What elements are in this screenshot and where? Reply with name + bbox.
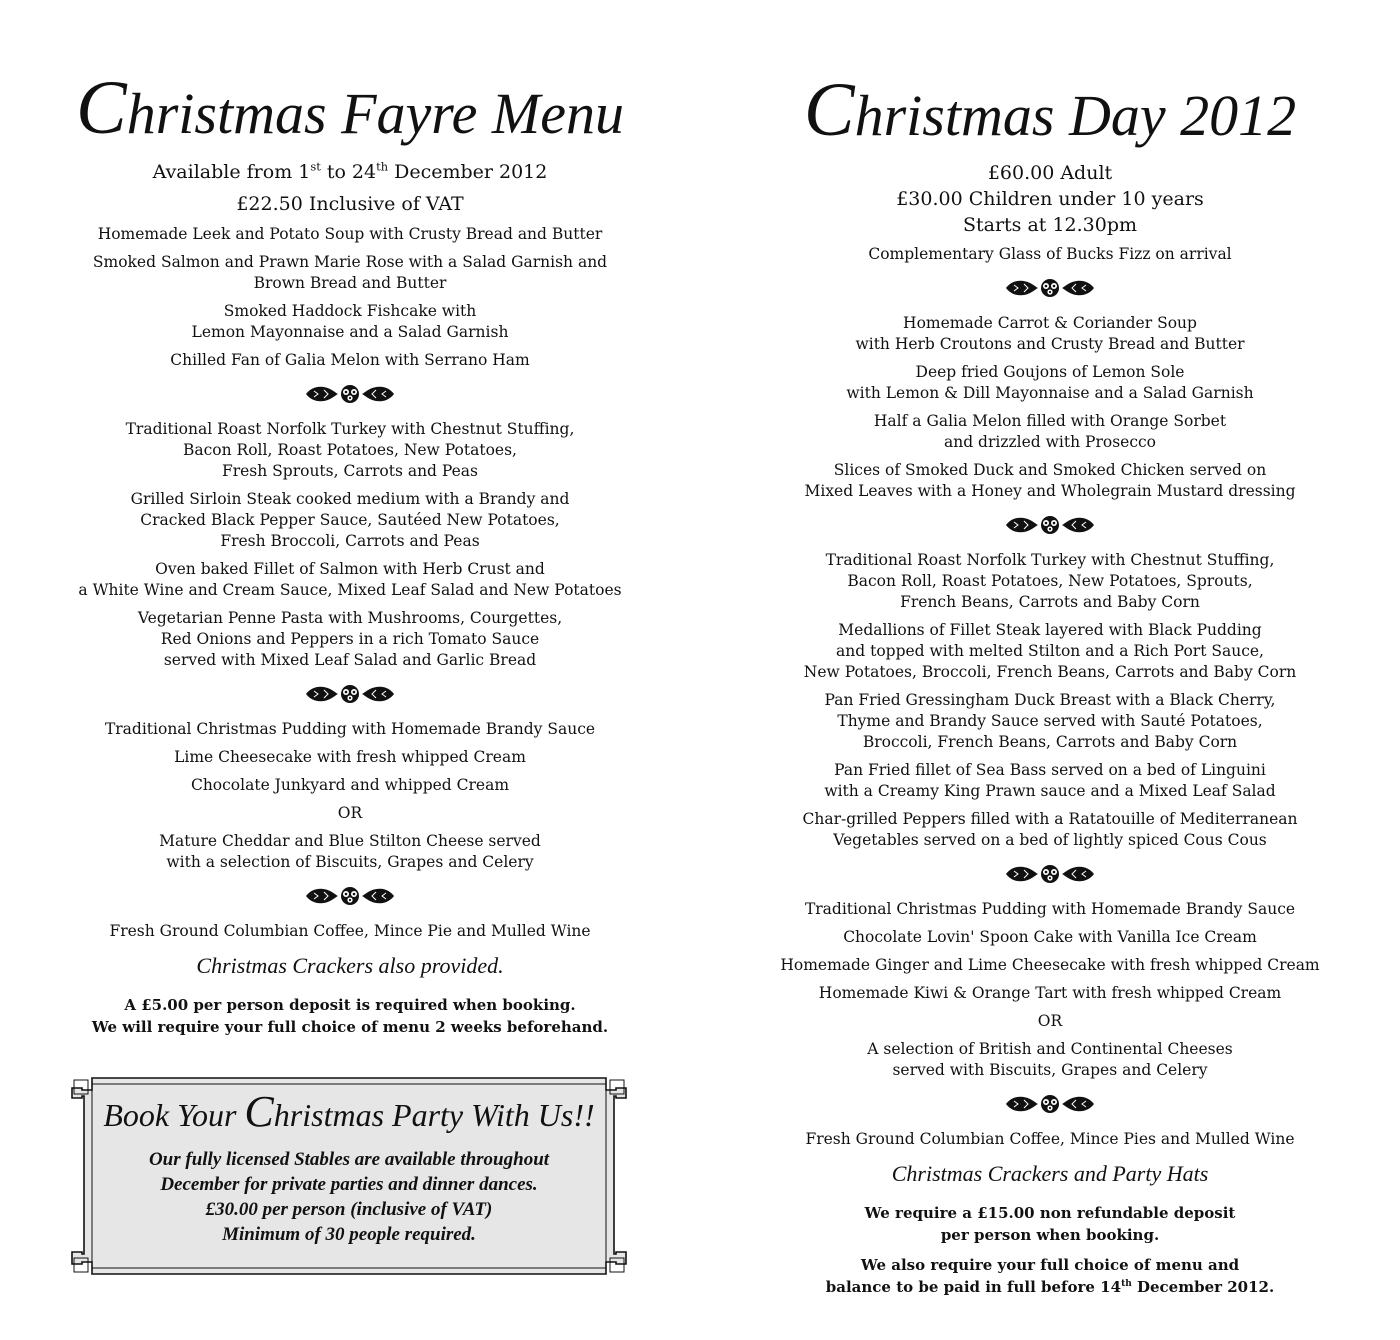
day-deposit-note xyxy=(750,1202,1350,1246)
menu-item-line: with a Creamy King Prawn sauce and a Mixed Leaf Salad xyxy=(824,782,1276,800)
menu-item-line: Fresh Broccoli, Carrots and Peas xyxy=(220,532,480,550)
menu-item xyxy=(50,301,650,343)
day-crackers-note: Christmas Crackers and Party Hats xyxy=(891,1161,1209,1186)
or-separator: OR xyxy=(337,804,363,822)
menu-item-line: Homemade Kiwi & Orange Tart with fresh whipped Cream xyxy=(818,984,1282,1002)
menu-item xyxy=(750,362,1350,404)
menu-item xyxy=(50,719,650,740)
menu-item xyxy=(50,489,650,552)
menu-item xyxy=(50,252,650,294)
menu-item-line: Traditional Christmas Pudding with Homemade Brandy Sauce xyxy=(804,900,1296,918)
menu-item-line: Char-grilled Peppers filled with a Ratatouille of Mediterranean xyxy=(802,810,1298,828)
menu-item xyxy=(50,747,650,768)
menu-item xyxy=(750,955,1350,976)
menu-item xyxy=(750,460,1350,502)
menu-item-line: Homemade Ginger and Lime Cheesecake with fresh whipped Cream xyxy=(780,956,1320,974)
balance-line: balance to be paid in full before 14th December 2012. xyxy=(825,1278,1275,1296)
fayre-crackers-note: Christmas Crackers also provided. xyxy=(196,953,504,978)
menu-item-line: Traditional Christmas Pudding with Homemade Brandy Sauce xyxy=(104,720,596,738)
menu-item-line: Smoked Salmon and Prawn Marie Rose with a Salad Garnish and xyxy=(92,253,608,271)
menu-item-line: with Herb Croutons and Crusty Bread and Butter xyxy=(855,335,1245,353)
holly-ornament-icon xyxy=(1004,1093,1096,1115)
holly-ornament-icon xyxy=(1004,277,1096,299)
or-separator: OR xyxy=(1037,1012,1063,1030)
fayre-desserts xyxy=(50,719,650,796)
promo-line: £30.00 per person (inclusive of VAT) xyxy=(205,1199,493,1220)
menu-item-line: Half a Galia Melon filled with Orange Sorbet xyxy=(873,412,1227,430)
menu-item-line: Thyme and Brandy Sauce served with Sauté Potatoes, xyxy=(837,712,1263,730)
menu-item-line: Lime Cheesecake with fresh whipped Cream xyxy=(174,748,526,766)
party-promo-box xyxy=(68,1076,630,1276)
fayre-menu-body xyxy=(50,160,650,1046)
menu-item-line: Oven baked Fillet of Salmon with Herb Crust and xyxy=(155,560,545,578)
menu-item-line: Chilled Fan of Galia Melon with Serrano Ham xyxy=(170,351,530,369)
menu-item-line: Pan Fried fillet of Sea Bass served on a bed of Linguini xyxy=(834,761,1266,779)
day-desserts xyxy=(750,899,1350,1004)
holly-ornament-icon xyxy=(304,885,396,907)
menu-item-line: Traditional Roast Norfolk Turkey with Chestnut Stuffing, xyxy=(125,420,575,438)
menu-item-line: French Beans, Carrots and Baby Corn xyxy=(900,593,1200,611)
menu-item-line: with Lemon & Dill Mayonnaise and a Salad Garnish xyxy=(846,384,1254,402)
promo-line: Minimum of 30 people required. xyxy=(222,1224,476,1245)
menu-item xyxy=(750,983,1350,1004)
menu-item xyxy=(750,411,1350,453)
menu-item-line: Cracked Black Pepper Sauce, Sautéed New Potatoes, xyxy=(140,511,560,529)
menu-item-line: Pan Fried Gressingham Duck Breast with a Black Cherry, xyxy=(824,691,1276,709)
fayre-coffee: Fresh Ground Columbian Coffee, Mince Pie and Mulled Wine xyxy=(109,922,591,940)
text-line: We will require your full choice of menu 2 weeks beforehand. xyxy=(91,1018,609,1036)
menu-item xyxy=(50,775,650,796)
menu-item-line: Medallions of Fillet Steak layered with Black Pudding xyxy=(838,621,1262,639)
menu-item xyxy=(50,350,650,371)
availability-line: Available from 1st to 24th December 2012 xyxy=(152,159,548,183)
day-cheese xyxy=(750,1039,1350,1081)
menu-item xyxy=(50,608,650,671)
christmas-day-title: Christmas Day 2012 xyxy=(803,68,1297,152)
promo-title: Book Your Christmas Party With Us!! xyxy=(103,1087,595,1136)
day-starters xyxy=(750,313,1350,502)
menu-item-line: served with Mixed Leaf Salad and Garlic Bread xyxy=(163,651,537,669)
welcome-drink: Complementary Glass of Bucks Fizz on arrival xyxy=(868,245,1232,263)
menu-item-line: Mixed Leaves with a Honey and Wholegrain Mustard dressing xyxy=(804,482,1296,500)
menu-item-line: and drizzled with Prosecco xyxy=(943,433,1157,451)
promo-content xyxy=(68,1076,630,1247)
menu-item-line: New Potatoes, Broccoli, French Beans, Carrots and Baby Corn xyxy=(803,663,1297,681)
menu-item-line: Red Onions and Peppers in a rich Tomato Sauce xyxy=(160,630,540,648)
day-mains xyxy=(750,550,1350,851)
text-line: per person when booking. xyxy=(940,1226,1160,1244)
holly-ornament-icon xyxy=(1004,514,1096,536)
text-line: We require a £15.00 non refundable deposit xyxy=(864,1204,1236,1222)
fayre-deposit-note xyxy=(50,994,650,1038)
fayre-menu-title: Christmas Fayre Menu xyxy=(76,66,624,150)
menu-item-line: Vegetarian Penne Pasta with Mushrooms, Courgettes, xyxy=(137,609,563,627)
holly-ornament-icon xyxy=(304,383,396,405)
menu-item-line: Homemade Leek and Potato Soup with Crusty Bread and Butter xyxy=(97,225,603,243)
promo-line: December for private parties and dinner dances. xyxy=(160,1174,538,1195)
child-price: £30.00 Children under 10 years xyxy=(896,188,1204,210)
menu-item xyxy=(50,419,650,482)
menu-item-line: Deep fried Goujons of Lemon Sole xyxy=(915,363,1185,381)
menu-item xyxy=(750,809,1350,851)
menu-item-line: and topped with melted Stilton and a Rich Port Sauce, xyxy=(836,642,1264,660)
menu-item xyxy=(750,899,1350,920)
menu-item xyxy=(750,313,1350,355)
menu-item-line: Vegetables served on a bed of lightly spiced Cous Cous xyxy=(833,831,1267,849)
balance-line: We also require your full choice of menu and xyxy=(860,1256,1240,1274)
menu-item xyxy=(50,559,650,601)
menu-item-line: Broccoli, French Beans, Carrots and Baby Corn xyxy=(862,733,1238,751)
menu-item xyxy=(750,620,1350,683)
menu-item-line: Bacon Roll, Roast Potatoes, New Potatoes, xyxy=(183,441,517,459)
start-time: Starts at 12.30pm xyxy=(962,214,1138,236)
adult-price: £60.00 Adult xyxy=(987,162,1113,184)
fayre-starters xyxy=(50,224,650,371)
menu-item-line: Homemade Carrot & Coriander Soup xyxy=(903,314,1197,332)
menu-item-line: Lemon Mayonnaise and a Salad Garnish xyxy=(191,323,509,341)
menu-item-line: Bacon Roll, Roast Potatoes, New Potatoes, Sprouts, xyxy=(847,572,1253,590)
menu-item xyxy=(50,224,650,245)
day-balance-note xyxy=(750,1254,1350,1298)
menu-item-line: Slices of Smoked Duck and Smoked Chicken served on xyxy=(833,461,1267,479)
menu-item xyxy=(750,927,1350,948)
menu-item-line: Chocolate Lovin' Spoon Cake with Vanilla Ice Cream xyxy=(843,928,1257,946)
menu-item-line: a White Wine and Cream Sauce, Mixed Leaf Salad and New Potatoes xyxy=(78,581,622,599)
holly-ornament-icon xyxy=(1004,863,1096,885)
menu-item-line: Fresh Sprouts, Carrots and Peas xyxy=(221,462,479,480)
holly-ornament-icon xyxy=(304,683,396,705)
text-line: served with Biscuits, Grapes and Celery xyxy=(892,1061,1208,1079)
menu-item-line: Smoked Haddock Fishcake with xyxy=(223,302,477,320)
promo-line: Our fully licensed Stables are available throughout xyxy=(148,1149,550,1170)
menu-item-line: Traditional Roast Norfolk Turkey with Chestnut Stuffing, xyxy=(825,551,1275,569)
menu-item-line: Chocolate Junkyard and whipped Cream xyxy=(190,776,510,794)
text-line: with a selection of Biscuits, Grapes and Celery xyxy=(166,853,534,871)
text-line: A £5.00 per person deposit is required when booking. xyxy=(124,996,576,1014)
menu-item xyxy=(750,760,1350,802)
text-line: Mature Cheddar and Blue Stilton Cheese served xyxy=(159,832,541,850)
fayre-mains xyxy=(50,419,650,671)
fayre-cheese xyxy=(50,831,650,873)
christmas-day-body xyxy=(750,160,1350,1306)
menu-item xyxy=(750,690,1350,753)
fayre-price: £22.50 Inclusive of VAT xyxy=(236,193,464,215)
text-line: A selection of British and Continental Cheeses xyxy=(867,1040,1233,1058)
menu-item-line: Brown Bread and Butter xyxy=(253,274,447,292)
menu-item-line: Grilled Sirloin Steak cooked medium with a Brandy and xyxy=(130,490,570,508)
day-coffee: Fresh Ground Columbian Coffee, Mince Pies and Mulled Wine xyxy=(805,1130,1295,1148)
menu-item xyxy=(750,550,1350,613)
